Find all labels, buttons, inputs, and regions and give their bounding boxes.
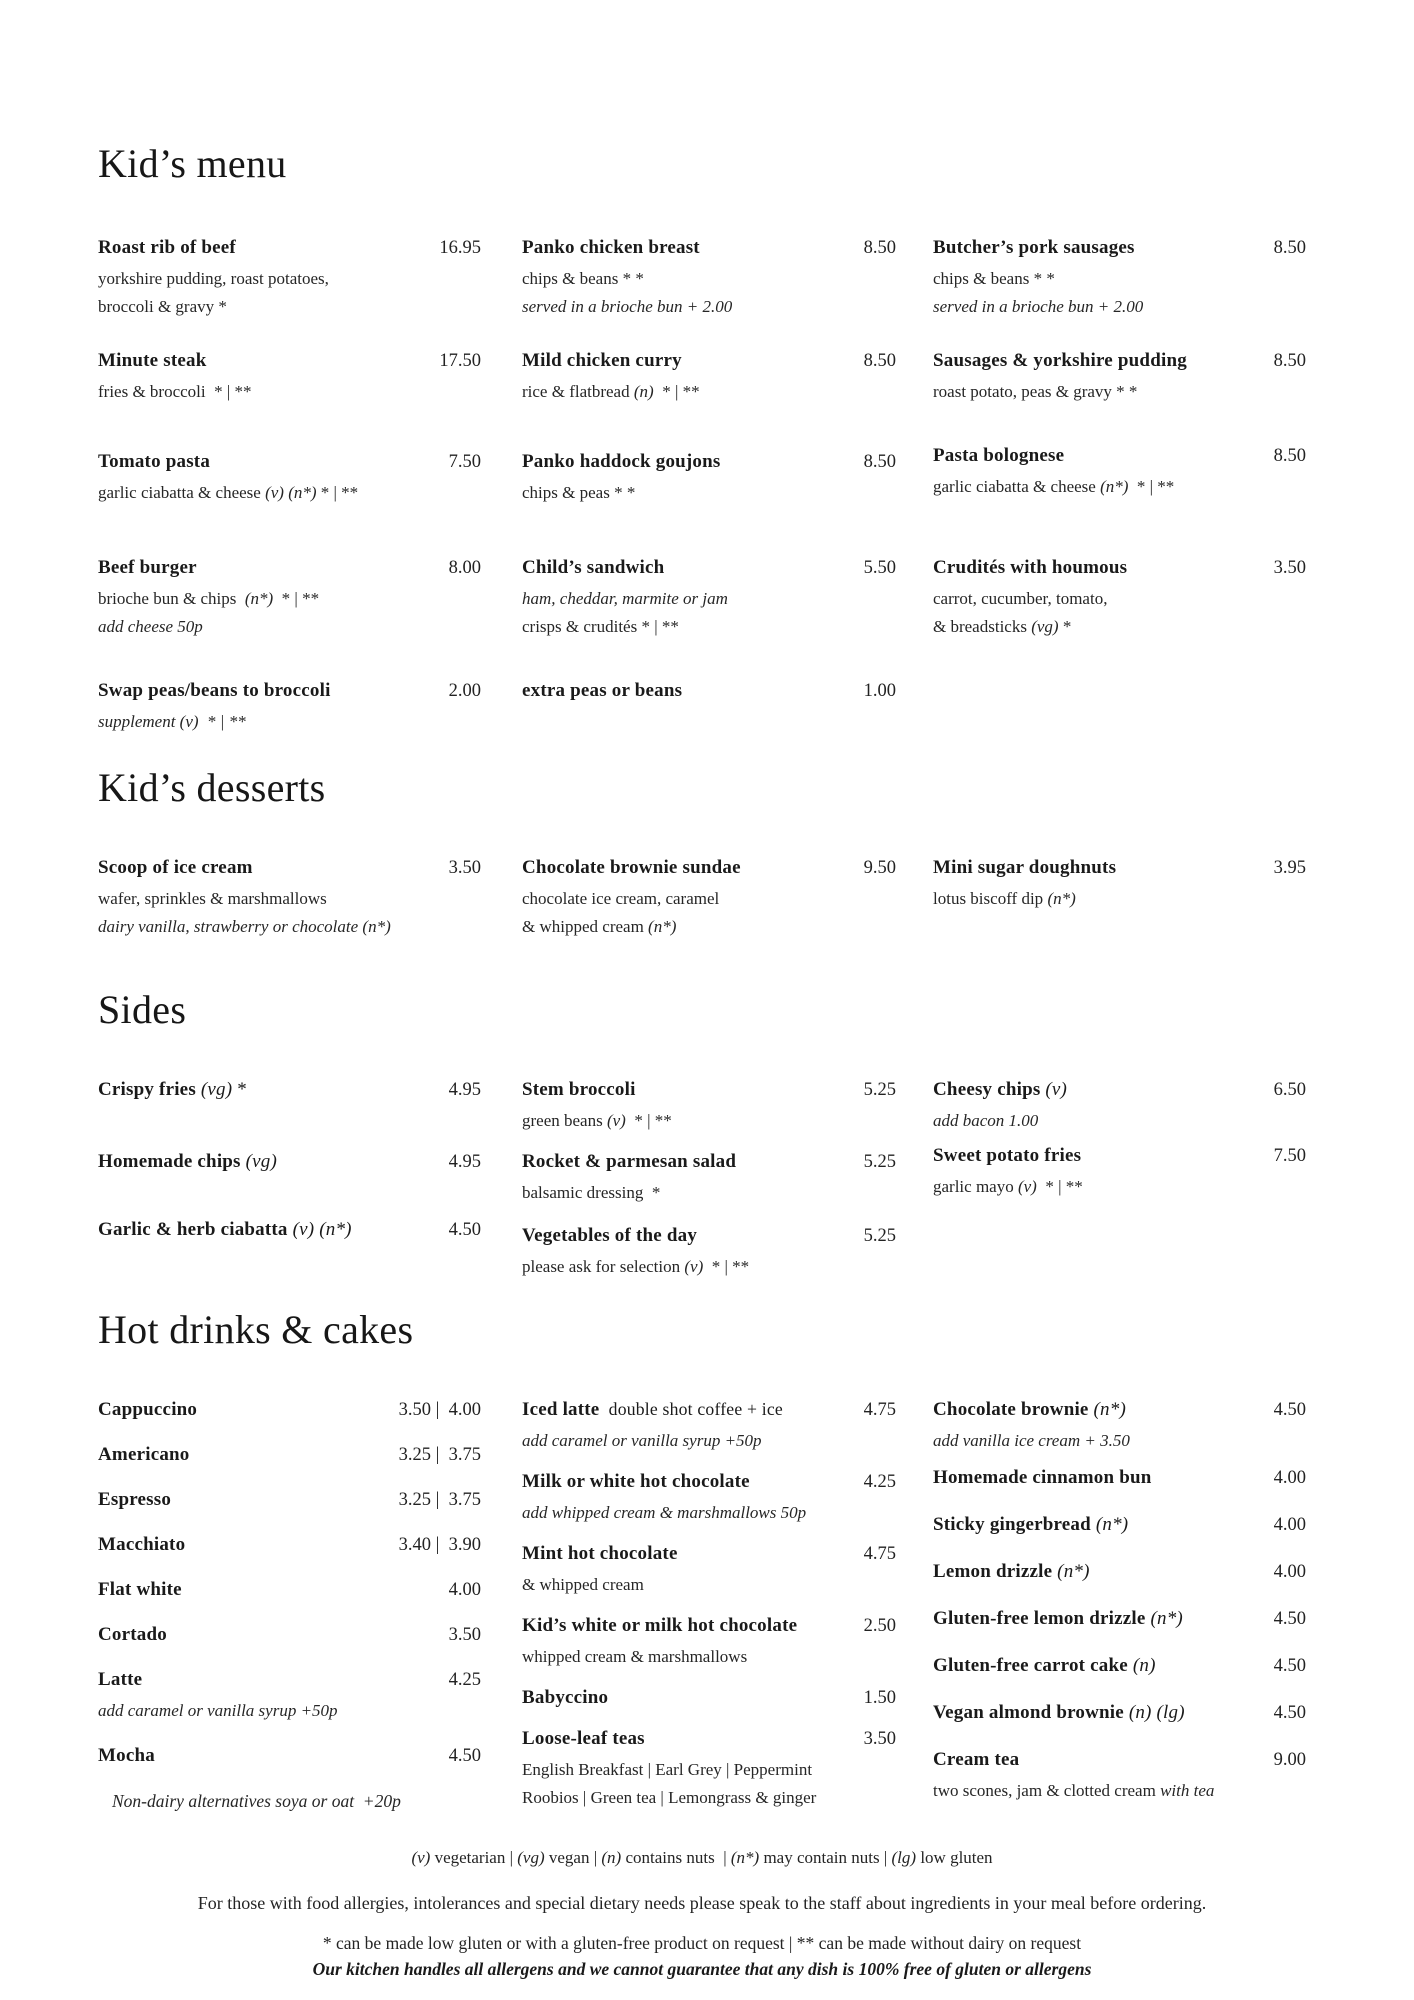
item-desc: ham, cheddar, marmite or jam [522, 589, 728, 608]
item-name: extra peas or beans [522, 680, 683, 701]
section-heading-sides: Sides [98, 987, 187, 1032]
section-heading-kids-menu: Kid’s menu [98, 141, 287, 186]
menu-page [98, 0, 1306, 2000]
item-name: Iced latte double shot coffee + ice [522, 1399, 783, 1420]
item-name: Sweet potato fries [933, 1145, 1082, 1166]
item-name: Sticky gingerbread (n*) [933, 1514, 1129, 1535]
item-price: 4.75 [863, 1544, 896, 1564]
item-name: Butcher’s pork sausages [933, 237, 1135, 258]
item-name: Vegan almond brownie (n) (lg) [933, 1702, 1185, 1723]
item-name: Tomato pasta [98, 451, 211, 472]
item-price: 1.00 [863, 681, 896, 701]
item-name: Scoop of ice cream [98, 857, 253, 878]
item-name: Espresso [98, 1489, 172, 1510]
menu-item [98, 1396, 481, 1424]
item-name: Cappuccino [98, 1399, 198, 1420]
item-price: 4.50 [448, 1220, 481, 1240]
menu-item [522, 554, 896, 641]
menu-item [933, 1605, 1306, 1633]
item-price: 4.95 [448, 1080, 481, 1100]
item-name: Sausages & yorkshire pudding [933, 350, 1187, 371]
item-price: 5.50 [863, 558, 896, 578]
item-desc: chocolate ice cream, caramel [522, 889, 720, 908]
menu-item [522, 854, 896, 941]
item-desc: dairy vanilla, strawberry or chocolate (n*) [98, 917, 391, 936]
item-desc: wafer, sprinkles & marshmallows [98, 889, 327, 908]
item-desc: add bacon 1.00 [933, 1111, 1039, 1130]
item-name: Lemon drizzle (n*) [933, 1561, 1090, 1582]
item-name: Stem broccoli [522, 1079, 636, 1100]
menu-item [98, 677, 481, 736]
menu-item [933, 554, 1306, 641]
item-price: 7.50 [448, 452, 481, 472]
item-desc: Roobios | Green tea | Lemongrass & ginger [522, 1788, 817, 1807]
item-desc: served in a brioche bun + 2.00 [522, 297, 733, 316]
item-name: Swap peas/beans to broccoli [98, 680, 331, 701]
menu-item [933, 347, 1306, 406]
item-name: Crudités with houmous [933, 557, 1128, 578]
item-price: 16.95 [439, 238, 481, 258]
menu-item [98, 448, 481, 507]
menu-item [522, 234, 896, 321]
item-desc: add vanilla ice cream + 3.50 [933, 1431, 1130, 1450]
item-price: 3.50 [448, 1625, 481, 1645]
item-name: Gluten-free carrot cake (n) [933, 1655, 1156, 1676]
item-price: 6.50 [1273, 1080, 1306, 1100]
item-price: 4.25 [448, 1670, 481, 1690]
item-name: Latte [98, 1669, 143, 1690]
item-desc: English Breakfast | Earl Grey | Peppermint [522, 1760, 813, 1779]
menu-item [933, 1652, 1306, 1680]
item-name: Chocolate brownie (n*) [933, 1399, 1126, 1420]
menu-item [933, 1558, 1306, 1586]
menu-item [98, 1666, 481, 1725]
item-desc: roast potato, peas & gravy * * [933, 382, 1138, 401]
item-desc: add caramel or vanilla syrup +50p [522, 1431, 762, 1450]
menu-item [933, 442, 1306, 501]
menu-item [933, 1746, 1306, 1805]
item-desc: add whipped cream & marshmallows 50p [522, 1503, 807, 1522]
item-price: 7.50 [1273, 1146, 1306, 1166]
item-desc: add caramel or vanilla syrup +50p [98, 1701, 338, 1720]
non-dairy-note: Non-dairy alternatives soya or oat +20p [112, 1791, 401, 1811]
item-name: Child’s sandwich [522, 557, 665, 578]
item-price: 4.00 [1273, 1562, 1306, 1582]
menu-item [98, 347, 481, 406]
item-name: Homemade cinnamon bun [933, 1467, 1152, 1488]
item-desc: please ask for selection (v) * | ** [522, 1257, 750, 1276]
menu-item [98, 1742, 481, 1770]
menu-item [933, 1464, 1306, 1492]
item-price: 8.50 [863, 351, 896, 371]
item-desc: chips & beans * * [933, 269, 1055, 288]
menu-item [522, 1540, 896, 1599]
menu-item [98, 1486, 481, 1514]
item-name: Flat white [98, 1579, 182, 1600]
item-name: Mild chicken curry [522, 350, 682, 371]
item-desc: garlic ciabatta & cheese (v) (n*) * | ** [98, 483, 359, 502]
menu-item [522, 677, 896, 705]
kitchen-allergen-note: Our kitchen handles all allergens and we cannot guarantee that any dish is 100% free of gluten or allergens [312, 1959, 1092, 1979]
menu-item [98, 854, 481, 941]
item-desc: rice & flatbread (n) * | ** [522, 382, 700, 401]
item-name: Minute steak [98, 350, 207, 371]
item-desc: chips & beans * * [522, 269, 644, 288]
menu-item [933, 1396, 1306, 1455]
item-desc: brioche bun & chips (n*) * | ** [98, 589, 320, 608]
item-price: 4.75 [863, 1400, 896, 1420]
drinks-column-cakes [933, 1396, 1306, 1824]
menu-item [933, 1699, 1306, 1727]
item-desc: supplement (v) * | ** [98, 712, 246, 731]
item-name: Babyccino [522, 1687, 609, 1708]
item-price: 1.50 [863, 1688, 896, 1708]
section-heading-hot-drinks-cakes: Hot drinks & cakes [98, 1307, 414, 1352]
menu-item [522, 1612, 896, 1671]
item-name: Rocket & parmesan salad [522, 1151, 737, 1172]
item-price: 3.95 [1273, 858, 1306, 878]
item-price: 2.00 [448, 681, 481, 701]
item-name: Cream tea [933, 1749, 1020, 1770]
menu-item [98, 1076, 481, 1104]
item-name: Panko chicken breast [522, 237, 700, 258]
item-price: 3.50 [863, 1729, 896, 1749]
item-desc: broccoli & gravy * [98, 297, 227, 316]
item-price: 4.50 [1273, 1400, 1306, 1420]
menu-item [98, 1531, 481, 1559]
item-price: 4.50 [1273, 1609, 1306, 1629]
item-desc: & whipped cream (n*) [522, 917, 677, 936]
item-name: Roast rib of beef [98, 237, 236, 258]
item-name: Mocha [98, 1745, 155, 1766]
item-price: 3.50 [1273, 558, 1306, 578]
item-desc: served in a brioche bun + 2.00 [933, 297, 1144, 316]
item-desc: lotus biscoff dip (n*) [933, 889, 1076, 908]
menu-item [933, 1076, 1306, 1135]
menu-item [98, 1216, 481, 1244]
item-price: 4.00 [1273, 1515, 1306, 1535]
menu-item [522, 1076, 896, 1135]
item-desc: garlic mayo (v) * | ** [933, 1177, 1083, 1196]
item-desc: green beans (v) * | ** [522, 1111, 672, 1130]
menu-item [522, 347, 896, 406]
item-name: Kid’s white or milk hot chocolate [522, 1615, 798, 1636]
item-price: 4.50 [1273, 1656, 1306, 1676]
menu-item [98, 1621, 481, 1649]
item-price: 8.50 [1273, 238, 1306, 258]
menu-item [522, 1148, 896, 1207]
item-name: Gluten-free lemon drizzle (n*) [933, 1608, 1183, 1629]
menu-item [98, 1576, 481, 1604]
item-desc: garlic ciabatta & cheese (n*) * | ** [933, 477, 1175, 496]
menu-item [933, 234, 1306, 321]
item-price: 4.50 [1273, 1703, 1306, 1723]
item-desc: crisps & crudités * | ** [522, 617, 679, 636]
item-price: 3.50 [448, 858, 481, 878]
item-name: Cortado [98, 1624, 167, 1645]
item-price: 5.25 [863, 1226, 896, 1246]
menu-item [522, 448, 896, 507]
item-desc: chips & peas * * [522, 483, 636, 502]
item-name: Cheesy chips (v) [933, 1079, 1068, 1100]
item-desc: add cheese 50p [98, 617, 203, 636]
item-price: 8.50 [863, 452, 896, 472]
item-desc: & breadsticks (vg) * [933, 617, 1072, 636]
item-price: 8.50 [1273, 446, 1306, 466]
menu-item [933, 1142, 1306, 1201]
item-desc: & whipped cream [522, 1575, 644, 1594]
item-price: 4.00 [448, 1580, 481, 1600]
item-name: Homemade chips (vg) [98, 1151, 277, 1172]
item-price: 3.50 | 4.00 [398, 1400, 481, 1420]
item-price: 5.25 [863, 1152, 896, 1172]
item-name: Pasta bolognese [933, 445, 1065, 466]
item-name: Panko haddock goujons [522, 451, 721, 472]
drinks-column-chocolate-tea [522, 1396, 896, 1825]
item-price: 3.25 | 3.75 [398, 1490, 481, 1510]
item-price: 4.00 [1273, 1468, 1306, 1488]
section-heading-kids-desserts: Kid’s desserts [98, 765, 326, 810]
menu-item [522, 1468, 896, 1527]
item-name: Mint hot chocolate [522, 1543, 678, 1564]
item-price: 8.50 [863, 238, 896, 258]
item-desc: carrot, cucumber, tomato, [933, 589, 1108, 608]
item-name: Macchiato [98, 1534, 186, 1555]
menu-item [933, 854, 1306, 913]
item-name: Vegetables of the day [522, 1225, 698, 1246]
item-name: Chocolate brownie sundae [522, 857, 741, 878]
item-name: Loose-leaf teas [522, 1728, 645, 1749]
item-desc: fries & broccoli * | ** [98, 382, 252, 401]
item-price: 4.25 [863, 1472, 896, 1492]
item-desc: yorkshire pudding, roast potatoes, [98, 269, 329, 288]
item-price: 5.25 [863, 1080, 896, 1100]
item-price: 2.50 [863, 1616, 896, 1636]
menu-item [522, 1222, 896, 1281]
item-price: 8.00 [448, 558, 481, 578]
item-price: 3.40 | 3.90 [398, 1535, 481, 1555]
item-price: 17.50 [439, 351, 481, 371]
menu-item [522, 1725, 896, 1812]
menu-item [98, 1441, 481, 1469]
item-price: 8.50 [1273, 351, 1306, 371]
item-desc: two scones, jam & clotted cream with tea [933, 1781, 1215, 1800]
allergen-legend: (v) vegetarian | (vg) vegan | (n) contains nuts | (n*) may contain nuts | (lg) low gluten [411, 1848, 993, 1867]
menu-item [98, 1148, 481, 1176]
menu-item [933, 1511, 1306, 1539]
item-name: Milk or white hot chocolate [522, 1471, 750, 1492]
drinks-column-coffee [98, 1396, 481, 1815]
gluten-dairy-note: * can be made low gluten or with a gluten-free product on request | ** can be made without dairy on request [322, 1933, 1082, 1953]
item-desc: whipped cream & marshmallows [522, 1647, 748, 1666]
item-name: Mini sugar doughnuts [933, 857, 1117, 878]
item-name: Beef burger [98, 557, 197, 578]
item-price: 3.25 | 3.75 [398, 1445, 481, 1465]
item-price: 9.00 [1273, 1750, 1306, 1770]
item-desc: balsamic dressing * [522, 1183, 661, 1202]
menu-item [522, 1396, 896, 1455]
item-name: Americano [98, 1444, 190, 1465]
item-price: 9.50 [863, 858, 896, 878]
item-price: 4.50 [448, 1746, 481, 1766]
item-name: Crispy fries (vg) * [98, 1079, 247, 1100]
menu-item [98, 234, 481, 321]
menu-item [522, 1684, 896, 1712]
menu-item [98, 554, 481, 641]
item-name: Garlic & herb ciabatta (v) (n*) [98, 1219, 352, 1240]
allergy-notice: For those with food allergies, intolerances and special dietary needs please speak to the staff about ingredients in your meal before ordering. [197, 1893, 1207, 1913]
item-price: 4.95 [448, 1152, 481, 1172]
